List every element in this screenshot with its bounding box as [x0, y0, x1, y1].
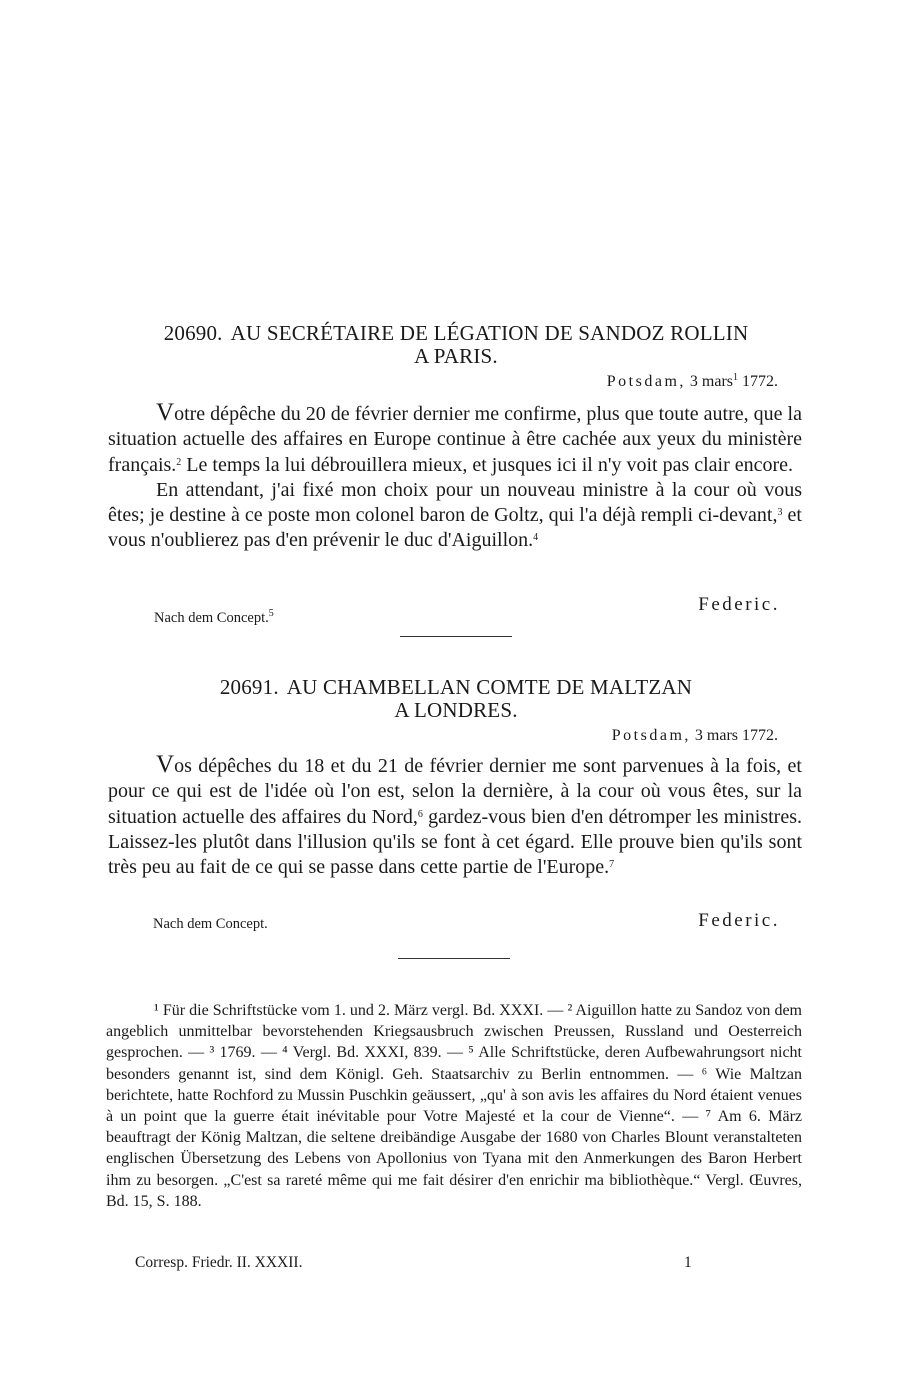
- footnote-ref: 1: [733, 372, 738, 383]
- letter-1-signature: Federic.: [698, 594, 780, 615]
- letter-2-signature: Federic.: [698, 910, 780, 931]
- letter-1-body: [108, 400, 802, 554]
- footnote-ref: 4: [533, 532, 539, 544]
- letter-1-heading-line-2: A PARIS.: [414, 344, 498, 368]
- drop-initial: V: [156, 399, 175, 426]
- footnote-ref: 7: [609, 859, 615, 871]
- separator-rule: [398, 958, 510, 959]
- letter-2-number: 20691.: [219, 675, 279, 699]
- drop-initial: V: [156, 751, 175, 778]
- letter-2-body: [108, 752, 802, 880]
- footnotes: [106, 1000, 802, 1212]
- letter-2-heading: [110, 676, 802, 722]
- letter-2-date: 3 mars 1772.: [694, 727, 778, 744]
- letter-1-place-date: [607, 373, 778, 391]
- footnote-ref: 6: [417, 808, 423, 820]
- letter-1-year: 1772.: [742, 373, 778, 390]
- letter-1-source: Nach dem Concept.$^5$: [154, 608, 274, 626]
- footnote-ref: 2: [176, 456, 182, 468]
- footnote-ref: 3: [777, 507, 783, 519]
- letter-2-recipient: AU CHAMBELLAN COMTE DE MALTZAN: [286, 675, 693, 699]
- letter-1-paragraph-2: En attendant, j'ai fixé mon choix pour un nouveau ministre à la cour où vous êtes; je destine à ce poste mon colonel baron de Goltz, qui l'a déjà rempli ci-devant,$^3$ et vous n'oublierez pas d'en prévenir le duc d'Aiguillon.$^4$: [108, 478, 802, 552]
- letter-2-paragraph-1: Vos dépêches du 18 et du 21 de février dernier me sont parvenues à la fois, et pour ce qui est de l'idée où l'on est, selon la dernière, à la cour où vous êtes, sur la situation actuelle des affaires du Nord,$^6$ gardez-vous bien d'en détromper les ministres. Laissez-les plutôt dans l'illusion qu'ils se font à cet égard. Elle prouve bien qu'ils sont très peu au fait de ce qui se passe dans cette partie de l'Europe.$^7$: [108, 751, 802, 879]
- letter-2-heading-line-2: A LONDRES.: [394, 698, 518, 722]
- letter-2-place-date: [612, 727, 778, 745]
- letter-2-place: Potsdam,: [611, 727, 691, 744]
- footer-signature-mark: Corresp. Friedr. II. XXXII.: [135, 1254, 303, 1271]
- letter-1-heading-line-1: [110, 322, 802, 345]
- letter-1-paragraph-1: Votre dépêche du 20 de février dernier me confirme, plus que toute autre, que la situation actuelle des affaires en Europe continue à être cachée aux yeux du ministère français.$^2$ Le temps la lui débrouillera mieux, et jusques ici il n'y voit pas clair encore.: [108, 399, 802, 476]
- footer-sheet-number: 1: [684, 1254, 692, 1271]
- letter-2-heading-line-1: [110, 676, 802, 699]
- letter-1-recipient: AU SECRÉTAIRE DE LÉGATION DE SANDOZ ROLLIN: [230, 321, 749, 345]
- letter-1-place: Potsdam,: [606, 373, 686, 390]
- footnotes-text: ¹ Für die Schriftstücke vom 1. und 2. März vergl. Bd. XXXI. — ² Aiguillon hatte zu Sandoz von dem angeblich unmittelbar bevorstehenden Kriegsausbruch zwischen Preussen, Russland und Oesterreich gesprochen. — ³ 1769. — ⁴ Vergl. Bd. XXXI, 839. — ⁵ Alle Schriftstücke, deren Aufbewahrungsort nicht besonders genannt ist, sind dem Königl. Geh. Staatsarchiv zu Berlin entnommen. — ⁶ Wie Maltzan berichtete, hatte Rochford zu Mussin Puschkin geäussert, „qu' à son avis les affaires du Nord étaient venues à un point que la guerre était inévitable pour Votre Majesté et la cour de Vienne“. — ⁷ Am 6. März beauftragt der König Maltzan, die seltene dreibändige Ausgabe der 1680 von Charles Blount veranstalteten englischen Übersetzung des Lebens von Apollonius von Tyana mit den Anmerkungen des Baron Herbert ihm zu besorgen. „C'est sa rareté même qui me fait désirer d'en enrichir ma bibliothèque.“ Vergl. Œuvres, Bd. 15, S. 188.: [106, 1002, 802, 1210]
- separator-rule: [400, 636, 512, 637]
- footnote-ref: 5: [268, 608, 274, 619]
- letter-1-heading: [110, 322, 802, 368]
- letter-1-number: 20690.: [163, 321, 223, 345]
- letter-1-date: 3 mars: [689, 373, 733, 390]
- letter-2-source: Nach dem Concept.: [153, 916, 268, 932]
